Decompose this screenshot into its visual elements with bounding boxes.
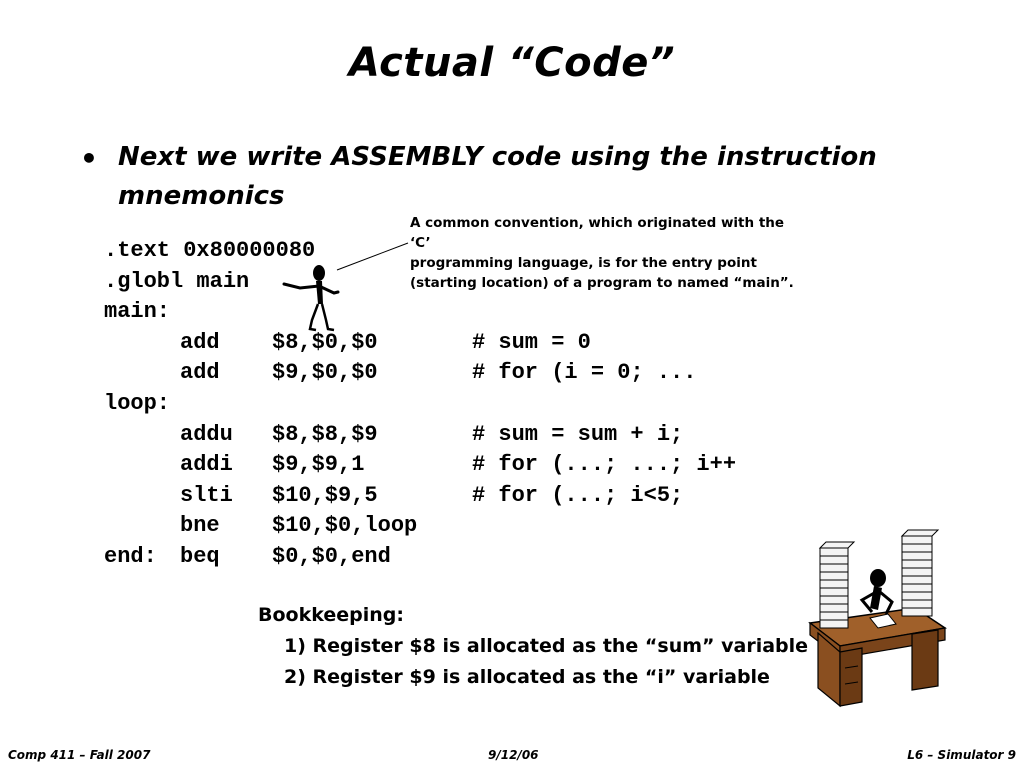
code-label-end: end: (104, 543, 157, 569)
code-line-globl-directive: .globl main (104, 268, 250, 294)
code-instruction-line (104, 511, 736, 542)
code-args: $0,$0,end (272, 543, 391, 569)
slide-title: Actual “Code” (348, 40, 676, 86)
code-args: $9,$0,$0 (272, 360, 378, 386)
code-args: $9,$9,1 (272, 452, 365, 478)
bookkeeping-notes (258, 600, 808, 693)
code-line-text-directive: .text 0x80000080 (104, 238, 316, 263)
desk-paper-stacks-illustration (800, 528, 960, 728)
callout-line-2: programming language, is for the entry point (410, 255, 757, 271)
code-instruction-line (104, 450, 736, 481)
code-op: add (180, 360, 220, 386)
bookkeeping-item: 2) Register $9 is allocated as the “i” variable (284, 666, 770, 688)
callout-line-1: A common convention, which originated with the ‘C’ (410, 215, 785, 251)
code-op: addu (180, 421, 233, 447)
bookkeeping-item: 1) Register $8 is allocated as the “sum” variable (284, 635, 809, 657)
code-comment: # for (i = 0; ... (472, 360, 697, 386)
code-label-main: main: (104, 299, 171, 325)
code-args: $10,$0,loop (272, 513, 418, 539)
code-instruction-line (104, 481, 736, 512)
code-instruction-line (104, 542, 736, 573)
code-args: $8,$8,$9 (272, 421, 378, 447)
callout-line-3: (starting location) of a program to named “main”. (410, 275, 794, 291)
code-op: beq (180, 543, 220, 569)
code-label-loop: loop: (104, 390, 171, 416)
code-instruction-line (104, 328, 736, 359)
code-instruction-line (104, 420, 736, 451)
bookkeeping-heading: Bookkeeping: (258, 604, 404, 626)
bullet-text (118, 138, 918, 216)
code-op: slti (180, 482, 233, 508)
assembly-code-block (104, 236, 736, 573)
code-comment: # for (...; i<5; (472, 482, 684, 508)
bullet-text-line-1: Next we write ASSEMBLY code using the instruction (118, 142, 877, 172)
bullet-marker: • (80, 142, 98, 175)
code-op: addi (180, 452, 233, 478)
code-op: add (180, 329, 220, 355)
code-args: $8,$0,$0 (272, 329, 378, 355)
code-comment: # sum = sum + i; (472, 421, 684, 447)
code-instruction-line (104, 358, 736, 389)
footer-date: 9/12/06 (488, 748, 539, 762)
code-op: bne (180, 513, 220, 539)
code-comment: # for (...; ...; i++ (472, 452, 737, 478)
footer-course: Comp 411 – Fall 2007 (8, 748, 151, 762)
code-comment: # sum = 0 (472, 329, 591, 355)
bullet-text-line-2: mnemonics (118, 181, 285, 211)
footer-slide-label: L6 – Simulator 9 (907, 748, 1016, 762)
code-args: $10,$9,5 (272, 482, 378, 508)
